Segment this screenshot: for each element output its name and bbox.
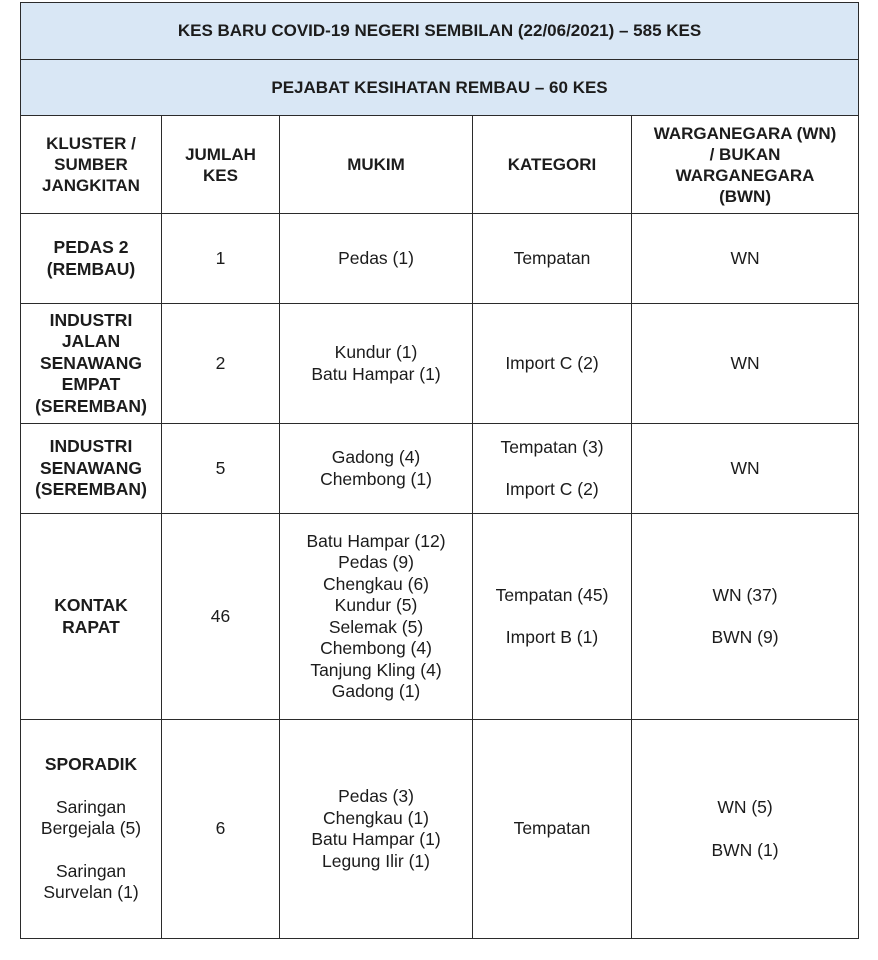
jumlah-cell: 46	[162, 514, 280, 720]
kluster-cell: PEDAS 2 (REMBAU)	[21, 214, 162, 304]
table-title: KES BARU COVID-19 NEGERI SEMBILAN (22/06/2021) – 585 KES	[21, 3, 859, 60]
kluster-cell: INDUSTRI JALAN SENAWANG EMPAT (SEREMBAN)	[21, 304, 162, 424]
kategori-cell: Tempatan	[473, 720, 632, 939]
table-row	[21, 304, 859, 424]
header-kategori: KATEGORI	[473, 116, 632, 214]
wn-cell: WN (37) BWN (9)	[632, 514, 859, 720]
kategori-cell: Tempatan	[473, 214, 632, 304]
kategori-cell: Tempatan (3) Import C (2)	[473, 424, 632, 514]
table-row	[21, 214, 859, 304]
title-row	[21, 3, 859, 60]
table-subtitle: PEJABAT KESIHATAN REMBAU – 60 KES	[21, 60, 859, 116]
jumlah-cell: 6	[162, 720, 280, 939]
covid-cases-table	[20, 2, 859, 939]
mukim-cell: Pedas (1)	[280, 214, 473, 304]
jumlah-cell: 1	[162, 214, 280, 304]
table-row	[21, 424, 859, 514]
header-mukim: MUKIM	[280, 116, 473, 214]
jumlah-cell: 2	[162, 304, 280, 424]
kluster-cell: KONTAK RAPAT	[21, 514, 162, 720]
wn-cell: WN	[632, 424, 859, 514]
header-kluster: KLUSTER / SUMBER JANGKITAN	[21, 116, 162, 214]
kategori-cell: Tempatan (45) Import B (1)	[473, 514, 632, 720]
wn-cell: WN	[632, 304, 859, 424]
mukim-cell: Kundur (1) Batu Hampar (1)	[280, 304, 473, 424]
wn-cell: WN	[632, 214, 859, 304]
mukim-cell: Batu Hampar (12) Pedas (9) Chengkau (6) Kundur (5) Selemak (5) Chembong (4) Tanjung Kling (4) Gadong (1)	[280, 514, 473, 720]
mukim-cell: Gadong (4) Chembong (1)	[280, 424, 473, 514]
subtitle-row	[21, 60, 859, 116]
table-row	[21, 514, 859, 720]
jumlah-cell: 5	[162, 424, 280, 514]
kategori-cell: Import C (2)	[473, 304, 632, 424]
kluster-cell: INDUSTRI SENAWANG (SEREMBAN)	[21, 424, 162, 514]
mukim-cell: Pedas (3) Chengkau (1) Batu Hampar (1) Legung Ilir (1)	[280, 720, 473, 939]
wn-cell: WN (5) BWN (1)	[632, 720, 859, 939]
header-jumlah: JUMLAH KES	[162, 116, 280, 214]
kluster-cell: SPORADIK Saringan Bergejala (5) Saringan Survelan (1)	[21, 720, 162, 939]
table-row	[21, 720, 859, 939]
header-row	[21, 116, 859, 214]
header-wn: WARGANEGARA (WN) / BUKAN WARGANEGARA (BWN)	[632, 116, 859, 214]
